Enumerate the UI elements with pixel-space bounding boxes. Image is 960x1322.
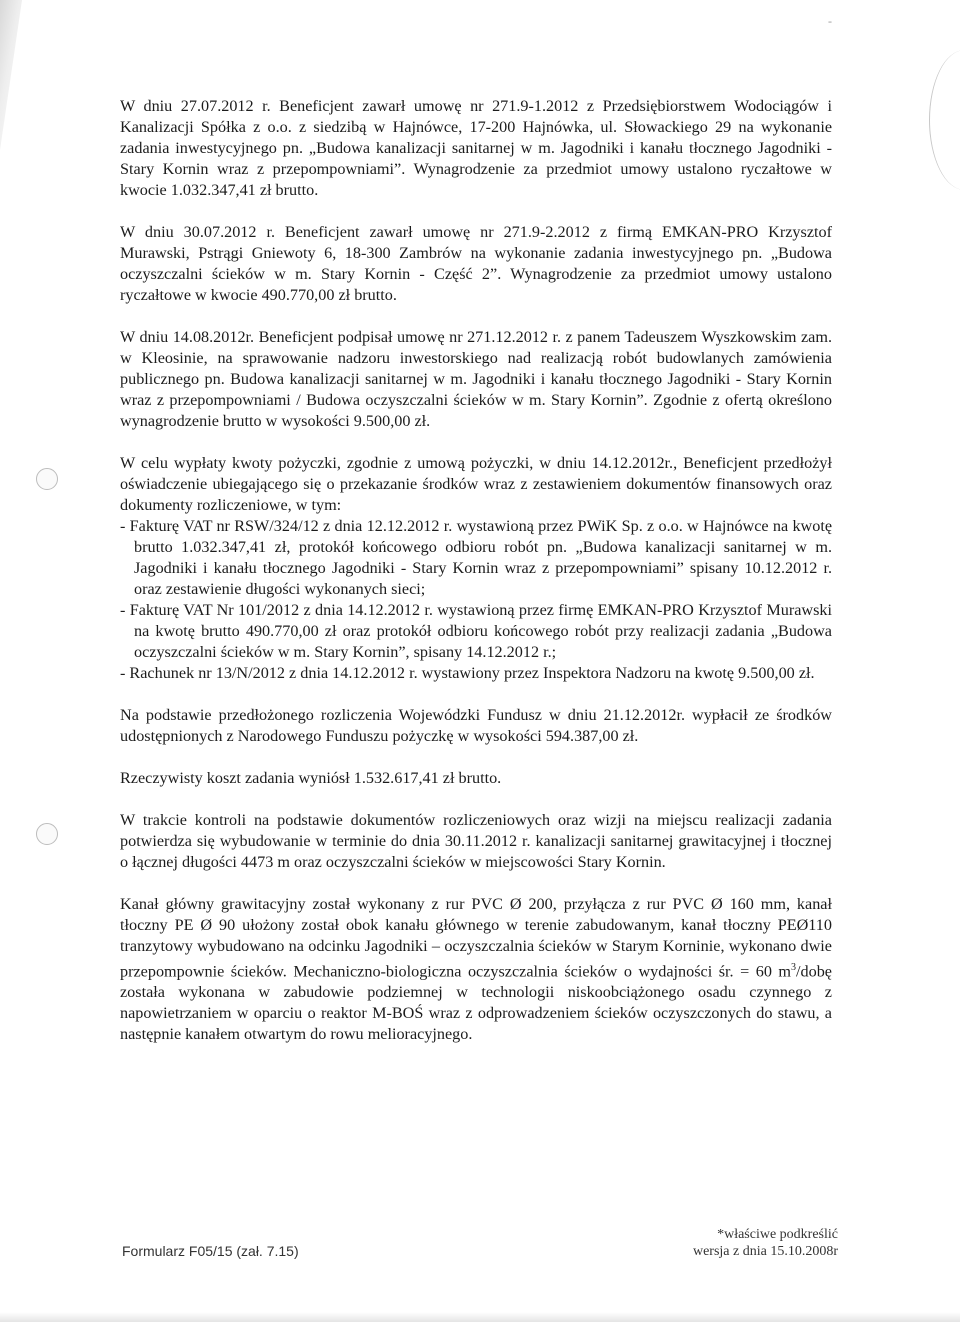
paragraph-inspection: W trakcie kontroli na podstawie dokumentów rozliczeniowych oraz wizji na miejscu realizacji zadania potwierdza się wybudowanie w terminie do dnia 30.11.2012 r. kanalizacji sanitarnej grawitacyjnej i tłocznej o łącznej długości 4473 m oraz oczyszczalni ścieków w miejscowości Stary Kornin.: [120, 811, 832, 871]
document-body: [120, 96, 832, 1066]
list-item: - Rachunek nr 13/N/2012 z dnia 14.12.2012 r. wystawiony przez Inspektora Nadzoru na kwotę 9.500,00 zł.: [120, 664, 815, 682]
paragraph-payment: W celu wypłaty kwoty pożyczki, zgodnie z umową pożyczki, w dniu 14.12.2012r., Beneficjent przedłożył oświadczenie ubiegającego się o przekazanie środków wraz z zestawieniem dokumentów finansowych oraz dokumenty rozliczeniowe, w tym:: [120, 454, 832, 514]
form-id: Formularz F05/15 (zał. 7.15): [122, 1243, 299, 1259]
paragraph-technical: [120, 894, 832, 1045]
paragraph-disbursement: Na podstawie przedłożonego rozliczenia Wojewódzki Fundusz w dniu 21.12.2012r. wypłacił ze środków udostępnionych z Narodowego Funduszu pożyczkę w wysokości 594.387,00 zł.: [120, 706, 832, 745]
corner-mark: -: [828, 14, 832, 28]
technical-text-part2: /dobę została wykonana w zabudowie podziemnej w technologii niskoobciążonego osadu czynnego z napowietrzaniem w oparciu o reaktor M-BOŚ wraz z odprowadzeniem ścieków oczyszczonych do stawu, a następnie kanałem otwartym do rowu melioracyjnego.: [120, 962, 832, 1044]
version-text: wersja z dnia 15.10.2008r: [692, 1244, 838, 1259]
paragraph-contract-1: W dniu 27.07.2012 r. Beneficjent zawarł umowę nr 271.9-1.2012 z Przedsiębiorstwem Wodociągów i Kanalizacji Spółka z o.o. z siedzibą w Hajnówce, 17-200 Hajnówka, ul. Słowackiego 29 na wykonanie zadania inwestycyjnego pn. „Budowa kanalizacji sanitarnej w m. Jagodniki i kanału tłocznego Jagodniki - Stary Kornin wraz z przepompowniami”. Wynagrodzenie za przedmiot umowy ustalono ryczałtowe w kwocie 1.032.347,41 zł brutto.: [120, 97, 832, 199]
scan-edge-shadow: [0, 0, 22, 150]
scan-curve-mark: [929, 50, 960, 190]
punch-hole-icon: [36, 823, 58, 845]
footnote-text: *właściwe podkreślić: [717, 1227, 838, 1242]
paragraph-contract-2: W dniu 30.07.2012 r. Beneficjent zawarł umowę nr 271.9-2.2012 z firmą EMKAN-PRO Krzysztof Murawski, Pstrągi Gniewoty 6, 18-300 Zambrów na wykonanie zadania inwestycyjnego pn. „Budowa oczyszczalni ścieków w m. Stary Kornin - Część 2”. Wynagrodzenie za przedmiot umowy ustalono ryczałtowe w kwocie 490.770,00 zł brutto.: [120, 223, 832, 304]
punch-hole-icon: [36, 468, 58, 490]
scan-bottom-edge: [0, 1312, 960, 1322]
paragraph-total-cost: Rzeczywisty koszt zadania wyniósł 1.532.617,41 zł brutto.: [120, 769, 502, 787]
documents-list: [120, 516, 832, 684]
footer-right: [693, 1226, 838, 1260]
superscript-exponent: 3: [791, 962, 797, 973]
technical-text-part1: Kanał główny grawitacyjny został wykonany z rur PVC Ø 200, przyłącza z rur PVC Ø 160 mm, kanał tłoczny PE Ø 90 ułożony został obok kanału głównego w terenie zabudowanym, kanał tłoczny PEØ110 tranzytowy wybudowano na odcinku Jagodniki – oczyszczalnia ścieków w Starym Korninie, wykonano dwie przepompownie ścieków. Mechaniczno-biologiczna oczyszczalnia ścieków o wydajności śr. = 60 m: [120, 895, 832, 981]
list-item: - Fakturę VAT Nr 101/2012 z dnia 14.12.2012 r. wystawioną przez firmę EMKAN-PRO Krzysztof Murawski na kwotę brutto 490.770,00 zł oraz protokół odbioru końcowego robót przy realizacji zadania „Budowa oczyszczalni ścieków w m. Stary Kornin”, spisany 14.12.2012 r.;: [120, 601, 832, 661]
paragraph-contract-3: W dniu 14.08.2012r. Beneficjent podpisał umowę nr 271.12.2012 r. z panem Tadeuszem Wyszkowskim zam. w Kleosinie, na sprawowanie nadzoru inwestorskiego nad realizacją robót budowlanych zamówienia publicznego pn. Budowa kanalizacji sanitarnej w m. Jagodniki i kanału tłocznego Jagodniki - Stary Kornin wraz z przepompowniami / Budowa oczyszczalni ścieków w m. Stary Kornin”. Zgodnie z ofertą określono wynagrodzenie brutto w wysokości 9.500,00 zł.: [120, 328, 832, 430]
list-item: - Fakturę VAT nr RSW/324/12 z dnia 12.12.2012 r. wystawioną przez PWiK Sp. z o.o. w Hajnówce na kwotę brutto 1.032.347,41 zł, protokół końcowego odbioru robót pn. „Budowa kanalizacji sanitarnej w m. Jagodniki i kanału tłocznego Jagodniki - Stary Kornin wraz z przepompowniami” spisany 10.12.2012 r. oraz zestawienie długości wykonanych sieci;: [120, 517, 832, 598]
